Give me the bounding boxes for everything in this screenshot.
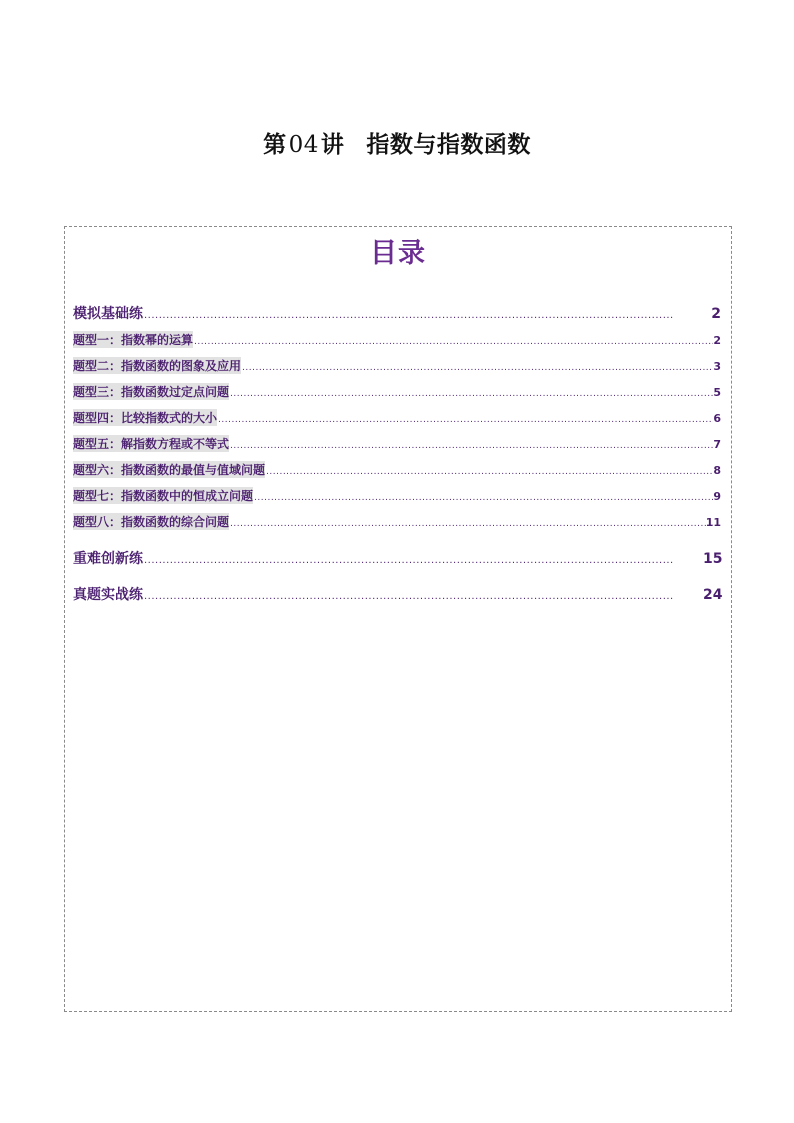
title-suffix: 讲 [320,132,345,158]
toc-section-advanced[interactable] [73,548,721,568]
toc-leader [230,441,713,451]
toc-entry-label: 模拟基础练 [73,306,143,322]
toc-entry-page: 24 [703,587,723,603]
title-prefix: 第 [263,132,287,158]
toc-entry-label: 题型六：指数函数的最值与值域问题 [73,463,266,477]
toc-leader [144,555,673,566]
toc-entry-label: 题型三：指数函数过定点问题 [73,385,230,399]
toc-leader [144,591,673,602]
toc-topic-1[interactable] [73,331,721,348]
toc-entry-label: 题型八：指数函数的综合问题 [73,515,230,529]
table-of-contents [64,226,732,1012]
toc-section-basic[interactable] [73,303,721,323]
toc-leader [218,415,713,425]
toc-entry-label: 题型二：指数函数的图象及应用 [73,359,242,373]
toc-section-exam[interactable] [73,584,721,604]
toc-entry-label: 真题实战练 [73,587,143,603]
title-number: 04 [288,132,319,158]
toc-topic-5[interactable] [73,435,721,452]
toc-leader [144,310,673,321]
toc-leader [230,389,713,399]
toc-entry-label: 题型七：指数函数中的恒成立问题 [73,489,254,503]
toc-entry-label: 题型五：解指数方程或不等式 [73,437,230,451]
toc-topic-6[interactable] [73,461,721,478]
page-title [0,126,794,159]
toc-leader [194,337,713,347]
toc-leader [242,363,713,373]
toc-entry-page: 2 [713,334,721,347]
toc-leader [254,493,713,503]
title-main: 指数与指数函数 [366,132,531,158]
toc-entry-page: 8 [713,464,721,477]
toc-entry-label: 重难创新练 [73,551,143,567]
toc-topic-4[interactable] [73,409,721,426]
toc-entry-label: 题型四：比较指数式的大小 [73,411,218,425]
toc-leader [266,467,713,477]
toc-entry-page: 9 [713,490,721,503]
toc-entry-page: 5 [713,386,721,399]
toc-topic-8[interactable] [73,513,721,530]
toc-topic-7[interactable] [73,487,721,504]
toc-entry-page: 3 [713,360,721,373]
toc-entry-label: 题型一：指数幂的运算 [73,333,194,347]
toc-entry-page: 6 [713,412,721,425]
toc-entry-page: 11 [705,516,721,529]
toc-heading: 目录 [370,238,426,269]
toc-entry-page: 2 [711,306,721,322]
toc-entry-page: 7 [713,438,721,451]
toc-leader [230,519,706,529]
toc-topic-2[interactable] [73,357,721,374]
toc-topic-3[interactable] [73,383,721,400]
toc-entry-page: 15 [703,551,723,567]
